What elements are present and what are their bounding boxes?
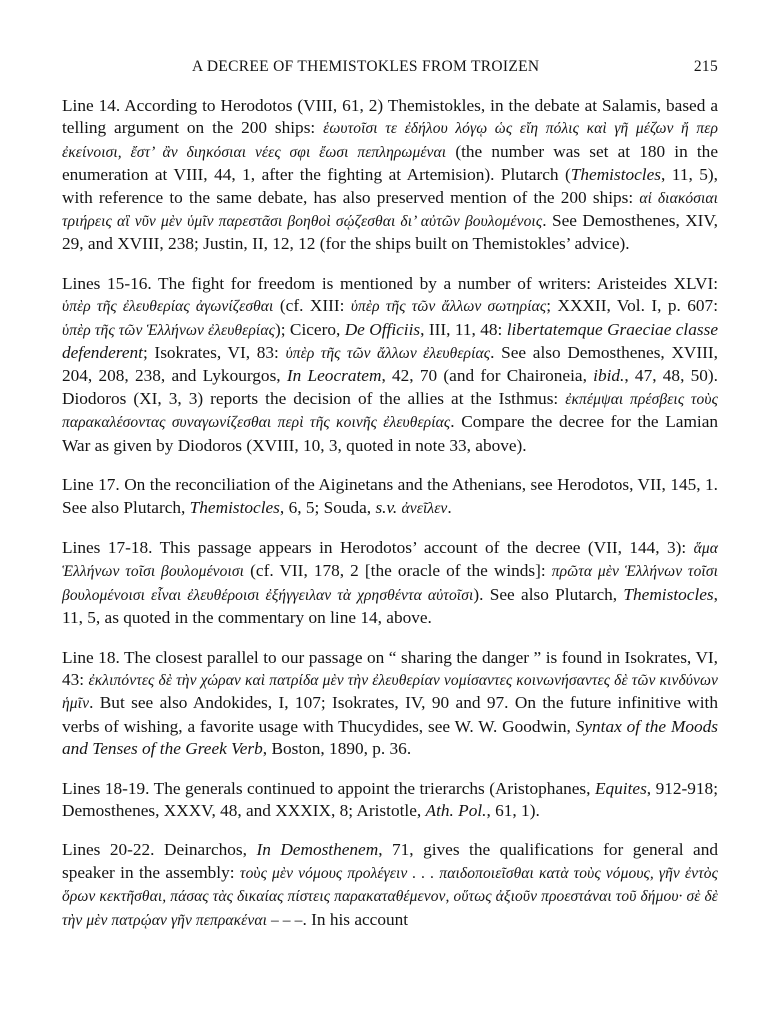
italic-title: Themistocles xyxy=(623,584,714,604)
text-run: (cf. XIII: xyxy=(273,296,351,316)
paragraph-lines-15-16 xyxy=(62,273,718,457)
text-run: Lines 17-18. This passage appears in Herodotos’ account of the decree (VII, 144, 3): xyxy=(62,537,694,557)
greek-quotation: ὑπὲρ τῆς ἐλευθερίας ἀγωνίζεσθαι xyxy=(62,298,274,316)
greek-quotation: ὑπὲρ τῆς τῶν ἄλλων σωτηρίας xyxy=(350,298,547,316)
greek-quotation: ὑπὲρ τῆς τῶν ἄλλων ἐλευθερίας xyxy=(285,345,491,363)
greek-quotation: αἱ διακόσιαι τριήρεις αἳ νῦν μὲν ὑμῖν παρεστᾶσι βοηθοὶ σῴζεσθαι δι’ αὐτῶν βουλομένοις xyxy=(62,189,718,231)
paragraph-line-18 xyxy=(62,647,718,761)
text-run: Lines 20-22. Deinarchos, xyxy=(62,840,257,860)
italic-title: In Leocratem xyxy=(286,366,382,386)
text-run: , 47, 48, 50). Diodoros (XI, 3, 3) reports the decision of the allies at the Isthmus: xyxy=(62,366,718,408)
italic-title: In Demosthenem xyxy=(256,840,379,860)
text-run: ; Isokrates, VI, 83: xyxy=(142,343,286,363)
text-run: , 6, 5; Souda, xyxy=(279,497,376,517)
greek-quotation: πρῶτα μὲν Ἑλλήνων τοῖσι βουλομένοισι εἶναι ἐλευθέροισι ἐξήγγειλαν τὰ χρησθέντα αὐτοῖσι xyxy=(62,563,718,604)
italic-title: Themistocles xyxy=(189,497,280,517)
italic-title: Syntax of the Moods and Tenses of the Greek Verb xyxy=(62,716,718,759)
italic-title: Ath. Pol. xyxy=(425,800,487,820)
text-run: ); Cicero, xyxy=(274,319,345,339)
text-run: . See also Demosthenes, XVIII, 204, 208, 238, and Lykourgos, xyxy=(62,343,718,386)
paragraph-lines-18-19 xyxy=(62,778,718,823)
text-run: , 61, 1). xyxy=(486,800,540,820)
greek-quotation: ἀνεῖλεν xyxy=(401,499,448,517)
text-run: Line 18. The closest parallel to our passage on “ sharing the danger ” is found in Isokrates, VI, 43: xyxy=(62,647,718,689)
text-run: . In his account xyxy=(302,909,409,929)
italic-title: Equites xyxy=(594,778,647,798)
page-number: 215 xyxy=(693,58,718,75)
greek-quotation: ὑπὲρ τῆς τῶν Ἑλλήνων ἐλευθερίας xyxy=(62,321,275,339)
text-run: , 912-918; Demosthenes, XXXV, 48, and XXXIX, 8; Aristotle, xyxy=(62,778,718,820)
paragraph-line-14 xyxy=(62,95,718,256)
text-run: ; XXXII, Vol. I, p. 607: xyxy=(546,296,719,316)
text-run: . See Demosthenes, XIV, 29, and XVIII, 238; Justin, II, 12, 12 (for the ships built on Themistokles’ advice). xyxy=(62,211,719,254)
text-run: , 11, 5), with reference to the same debate, has also preserved mention of the 200 ships: xyxy=(62,165,718,207)
text-run: , Boston, 1890, p. 36. xyxy=(262,739,412,759)
text-run: Lines 15-16. The fight for freedom is mentioned by a number of writers: Aristeides XLVI: xyxy=(62,273,718,293)
text-run: , 42, 70 (and for Chaironeia, xyxy=(381,366,594,386)
text-run: Line 17. On the reconciliation of the Aiginetans and the Athenians, see Herodotos, VII, 145, 1. See also Plutarch, xyxy=(62,475,718,517)
text-run: . But see also Andokides, I, 107; Isokrates, IV, 90 and 97. On the future infinitive with verbs of wishing, a favorite usage with Thucydides, see W. W. Goodwin, xyxy=(62,693,718,736)
italic-title: Themistocles xyxy=(570,165,662,185)
running-header xyxy=(62,58,718,82)
italic-title: s.v. xyxy=(375,497,398,517)
text-run: (the number was set at 180 in the enumeration at VIII, 44, 1, after the fighting at Artemision). Plutarch ( xyxy=(62,141,718,185)
text-run: ). See also Plutarch, xyxy=(473,584,624,604)
text-run: , III, 11, 48: xyxy=(420,319,507,339)
text-run: . Compare the decree for the Lamian War as given by Diodoros (XVIII, 10, 3, quoted in note 33, above). xyxy=(62,412,719,455)
greek-quotation: τοὺς μὲν νόμους προλέγειν . . . παιδοποιεῖσθαι κατὰ τοὺς νόμους, γῆν ἐντὸς ὅρων κεκτῆσθαι, πάσας τὰς δικαίας πίστεις παρακαταθέμενον, οὕτως ἀξιοῦν προεστάναι τοῦ δήμου· σὲ δὲ τὴν μὲν πατρῴαν γῆν πεπρακέναι – – – xyxy=(62,864,718,929)
text-run: Lines 18-19. The generals continued to appoint the trierarchs (Aristophanes, xyxy=(62,778,595,798)
paragraph-lines-20-22 xyxy=(62,839,718,932)
italic-title: libertatemque Graeciae classe defenderent xyxy=(62,319,718,363)
italic-title: ibid. xyxy=(593,366,625,386)
page-body xyxy=(62,95,718,949)
paragraph-line-17 xyxy=(62,474,718,520)
greek-quotation: ἑωυτοῖσι τε ἐδήλου λόγῳ ὡς εἴη πόλις καὶ γῆ μέζων ἤ περ ἐκείνοισι, ἔστ’ ἂν διηκόσιαι νέες σφι ἔωσι πεπληρωμέναι xyxy=(62,120,718,161)
text-run: , 71, gives the qualifications for general and speaker in the assembly: xyxy=(62,840,718,882)
italic-title: De Officiis xyxy=(344,319,421,339)
text-run: . xyxy=(447,497,452,517)
greek-quotation: ἐκπέμψαι πρέσβεις τοὺς παρακαλέσοντας συναγωνίζεσθαι περὶ τῆς κοινῆς ἐλευθερίας xyxy=(62,390,718,432)
text-run: (cf. VII, 178, 2 [the oracle of the winds]: xyxy=(244,561,552,581)
greek-quotation: ἅμα Ἑλλήνων τοῖσι βουλομένοισι xyxy=(62,539,718,581)
running-title: A DECREE OF THEMISTOKLES FROM TROIZEN xyxy=(192,58,540,75)
paragraph-lines-17-18 xyxy=(62,537,718,630)
text-run: , 11, 5, as quoted in the commentary on line 14, above. xyxy=(62,584,718,628)
greek-quotation: ἐκλιπόντες δὲ τὴν χώραν καὶ πατρίδα μὲν τὴν ἐλευθερίαν νομίσαντες κοινωνήσαντες δὲ τῶν κινδύνων ἡμῖν xyxy=(62,671,719,713)
text-run: Line 14. According to Herodotos (VIII, 61, 2) Themistokles, in the debate at Salamis, based a telling argument on the 200 ships: xyxy=(62,96,718,138)
